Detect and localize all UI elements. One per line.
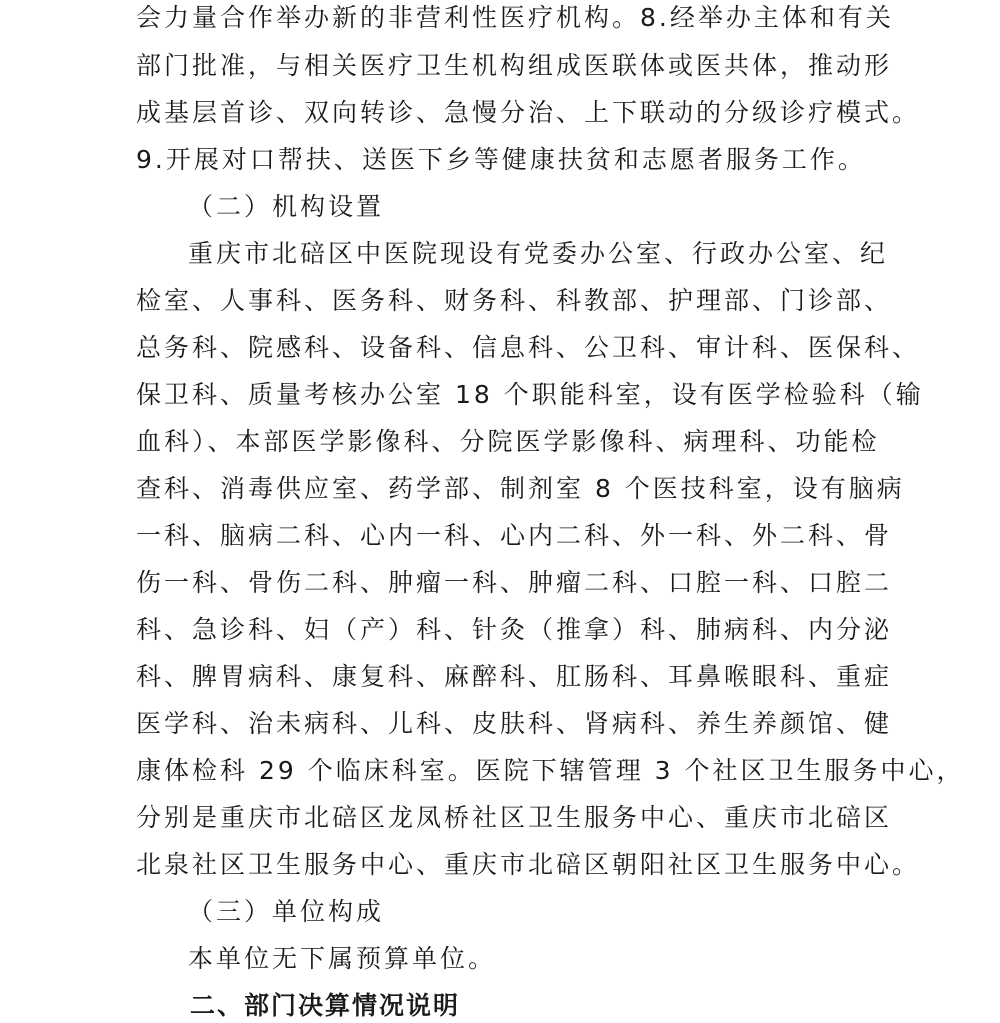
paragraph-line-7: 检室、人事科、医务科、财务科、科教部、护理部、门诊部、 [136, 286, 893, 315]
section-heading-institution-setup: （二）机构设置 [188, 192, 385, 221]
paragraph-line-19: 北泉社区卫生服务中心、重庆市北碚区朝阳社区卫生服务中心。 [136, 850, 921, 879]
paragraph-line-18: 分别是重庆市北碚区龙凤桥社区卫生服务中心、重庆市北碚区 [136, 803, 893, 832]
paragraph-line-3: 成基层首诊、双向转诊、急慢分治、上下联动的分级诊疗模式。 [136, 98, 921, 127]
paragraph-line-21: 本单位无下属预算单位。 [188, 944, 497, 973]
paragraph-line-1: 会力量合作举办新的非营利性医疗机构。8.经举办主体和有关 [136, 3, 894, 32]
paragraph-line-2: 部门批准，与相关医疗卫生机构组成医联体或医共体，推动形 [136, 51, 893, 80]
paragraph-line-15: 科、脾胃病科、康复科、麻醉科、肛肠科、耳鼻喉眼科、重症 [136, 662, 893, 691]
section-heading-final-accounts: 二、部门决算情况说明 [190, 991, 461, 1020]
paragraph-line-10: 血科）、本部医学影像科、分院医学影像科、病理科、功能检 [136, 427, 880, 456]
paragraph-line-6: 重庆市北碚区中医院现设有党委办公室、行政办公室、纪 [188, 239, 889, 268]
paragraph-line-13: 伤一科、骨伤二科、肿瘤一科、肿瘤二科、口腔一科、口腔二 [136, 568, 893, 597]
paragraph-line-4: 9.开展对口帮扶、送医下乡等健康扶贫和志愿者服务工作。 [136, 145, 866, 174]
paragraph-line-8: 总务科、院感科、设备科、信息科、公卫科、审计科、医保科、 [136, 333, 921, 362]
paragraph-line-14: 科、急诊科、妇（产）科、针灸（推拿）科、肺病科、内分泌 [136, 615, 893, 644]
paragraph-line-16: 医学科、治未病科、儿科、皮肤科、肾病科、养生养颜馆、健 [136, 709, 893, 738]
section-heading-unit-composition: （三）单位构成 [188, 897, 385, 926]
paragraph-line-12: 一科、脑病二科、心内一科、心内二科、外一科、外二科、骨 [136, 521, 893, 550]
paragraph-line-17: 康体检科 29 个临床科室。医院下辖管理 3 个社区卫生服务中心， [136, 756, 965, 785]
paragraph-line-9: 保卫科、质量考核办公室 18 个职能科室，设有医学检验科（输 [136, 380, 924, 409]
paragraph-line-11: 查科、消毒供应室、药学部、制剂室 8 个医技科室，设有脑病 [136, 474, 905, 503]
